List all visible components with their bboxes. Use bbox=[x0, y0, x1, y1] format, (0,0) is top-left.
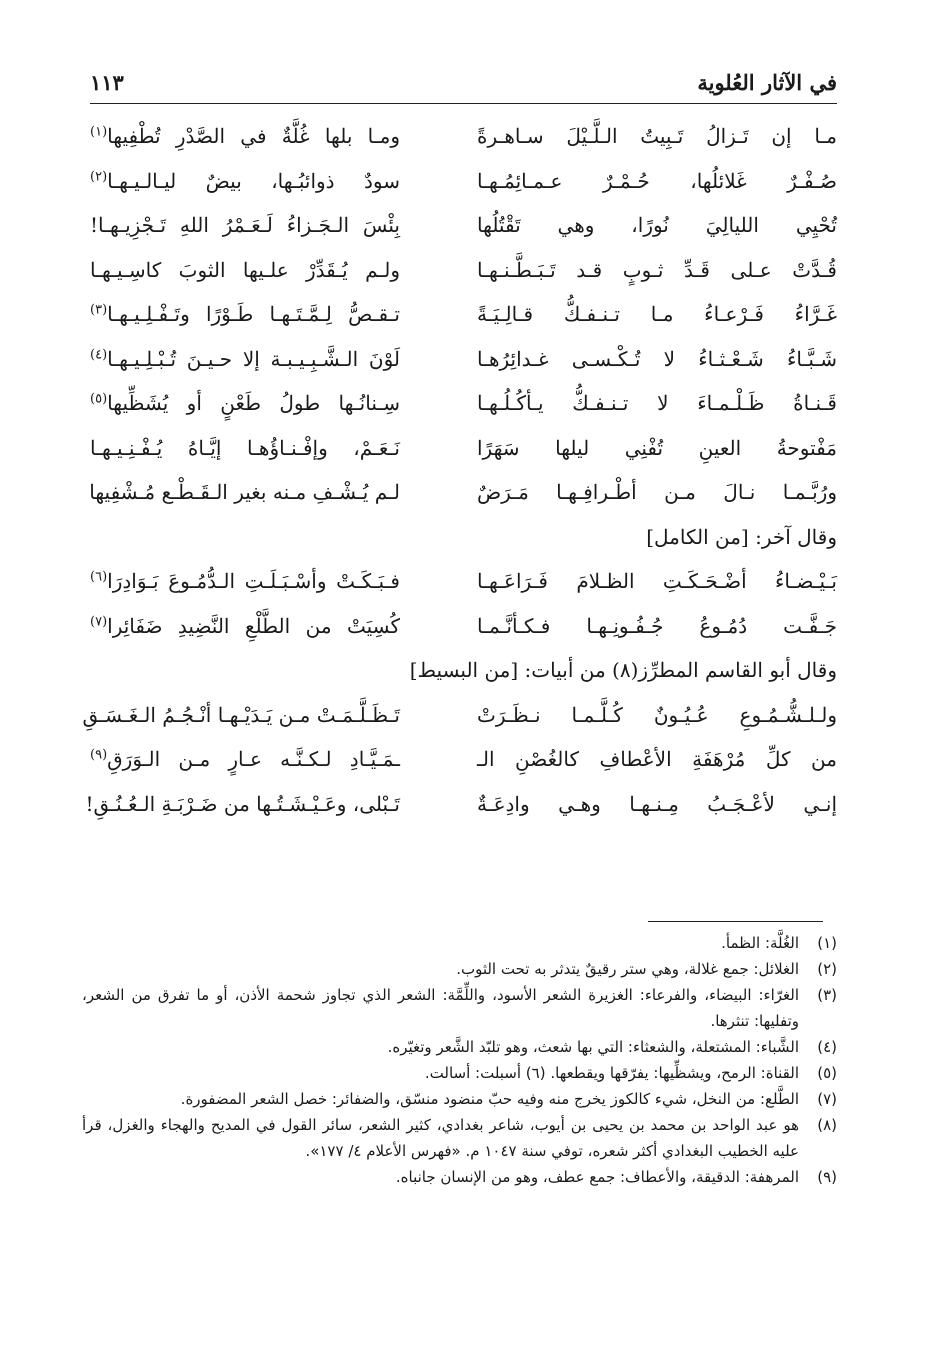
verse-line bbox=[90, 741, 837, 786]
second-hemistich-text: لَوْنَ الـشَّـبِـيـبـة إلا حـيـنَ تُـبْـلِـيـهـا bbox=[107, 346, 400, 371]
footnote-number: (٤) bbox=[817, 1038, 837, 1056]
verse-line bbox=[82, 697, 837, 742]
second-hemistich bbox=[90, 569, 400, 593]
first-hemistich: من كلِّ مُرْهَفَةِ الأعْطافِ كالغُصْنِ الـ bbox=[477, 747, 837, 771]
footnote-number: (٢) bbox=[817, 960, 837, 978]
second-hemistich bbox=[90, 347, 400, 371]
footnote-marker: (٢) bbox=[90, 168, 108, 184]
second-hemistich bbox=[90, 258, 400, 282]
introduction-text: وقال آخر: [من الكامل] bbox=[646, 524, 837, 549]
verse-line bbox=[90, 207, 837, 252]
footnote-marker: (٤) bbox=[90, 346, 108, 362]
footnote-text: المرهفة: الدقيقة، والأعطاف: جمع عطف، وهو من الإنسان جانباه. bbox=[395, 1168, 799, 1186]
second-hemistich bbox=[90, 480, 400, 504]
first-hemistich: تُحْيِي الليالِيَ نُورًا، وهي تَقْتُلُها bbox=[477, 213, 837, 237]
poem-body bbox=[82, 118, 837, 830]
footnote-text: الغُلَّة: الظمأ. bbox=[721, 934, 799, 952]
verse-line bbox=[90, 608, 837, 653]
second-hemistich-text: تـقـصُّ لِـمَّـتَـهـا طَـوْرًا وتَـفْـلِـيـهـا bbox=[107, 302, 400, 326]
second-hemistich-text: تَـظَـلَّـمَـتْ مـن يَـدَيْـهـا أنْـجُـمُ الـغَـسَـقِ bbox=[82, 702, 400, 727]
page-number: ١١٣ bbox=[90, 70, 124, 95]
footnote-number: (٥) bbox=[817, 1064, 837, 1082]
second-hemistich bbox=[82, 702, 400, 727]
footnote-marker: (٧) bbox=[90, 613, 108, 629]
first-hemistich: ولـلـشُّـمُـوعِ عُـيُـونٌ كُـلَّـمـا نـظَـرَتْ bbox=[477, 702, 837, 727]
first-hemistich: بَـيْـضـاءُ أضْـحَـكَـتِ الظـلامَ فَـرَاعَـهـا bbox=[477, 569, 837, 593]
footnote-text: القناة: الرمح، ويشظِّيها: يفرّقها ويقطعها. (٦) أسبلت: أسالت. bbox=[424, 1064, 799, 1082]
verse-line bbox=[90, 563, 837, 608]
verse-line bbox=[90, 252, 837, 297]
second-hemistich-text: سودٌ ذوائبُـها، بيضٌ ليـالـيـهـا bbox=[107, 168, 400, 193]
footnotes bbox=[82, 930, 837, 1190]
footnote-number: (١) bbox=[817, 934, 837, 952]
footnote-marker: (٣) bbox=[90, 302, 108, 318]
first-hemistich: إنـي لأعْـجَـبُ مِـنـهـا وهـي وادِعَـةٌ bbox=[477, 791, 837, 816]
footnote-marker: (٥) bbox=[90, 391, 108, 407]
second-hemistich bbox=[90, 391, 400, 415]
footnote-item bbox=[82, 1164, 837, 1190]
verse-line bbox=[90, 385, 837, 430]
footnote-text: الشَّباء: المشتعلة، والشعثاء: التي بها شعث، وهو تلبّد الشَّعر وتغيّره. bbox=[387, 1038, 799, 1056]
verse-line bbox=[90, 296, 837, 341]
second-hemistich bbox=[85, 791, 400, 816]
footnote-text: هو عبد الواحد بن محمد بن يحيى بن أيوب، شاعر بغدادي، كثير الشعر، سائر القول في المديح والهجاء والغزل، قرأ عليه الخطيب البغدادي أكثر شعره، توفي سنة ١٠٤٧ م. «فهرس الأعلام ٤/ ١٧٧». bbox=[82, 1116, 799, 1160]
running-title: في الآثار العُلوية bbox=[697, 70, 837, 95]
second-hemistich bbox=[90, 747, 400, 771]
second-hemistich bbox=[90, 213, 400, 237]
verse-line bbox=[90, 163, 837, 208]
footnote-number: (٨) bbox=[817, 1116, 837, 1134]
footnote-number: (٧) bbox=[817, 1090, 837, 1108]
first-hemistich: جَـفَّـت دُمُـوعُ جُـفُـونِـهـا فـكـأنَّـمـا bbox=[477, 613, 837, 638]
second-hemistich-text: تَـبْلى، وعَـيْـشَـتُـها من ضَـرْبَـةِ الـعُـنُـقِ! bbox=[85, 791, 400, 816]
first-hemistich: شَـبَّـاءُ شَـعْـثـاءُ لا تُـكْـسـى غـدائِرُهـا bbox=[477, 346, 837, 371]
second-hemistich bbox=[90, 436, 400, 460]
footnote-text: الغلائل: جمع غلالة، وهي ستر رقيقٌ يتدثر به تحت الثوب. bbox=[456, 960, 799, 978]
footnote-rule bbox=[648, 921, 823, 922]
footnote-number: (٩) bbox=[817, 1168, 837, 1186]
footnote-text: الطَّلع: من النخل، شيء كالكوز يخرج منه وفيه حبّ منضود منسّق، والضفائر: خصل الشعر المضفورة. bbox=[180, 1090, 799, 1108]
verse-line bbox=[90, 341, 837, 386]
header-rule bbox=[90, 103, 837, 104]
second-hemistich-text: بِئْسَ الـجَـزاءُ لَـعَـمْرُ اللهِ تَـجْزِيـهـا! bbox=[90, 213, 400, 237]
second-hemistich-text: ـمَـيَّـادِ لـكـنَّـه عـارٍ مـن الـوَرَقِ bbox=[107, 747, 400, 771]
verse-line bbox=[90, 430, 837, 475]
footnote-marker: (٦) bbox=[90, 569, 108, 585]
second-hemistich bbox=[90, 614, 400, 638]
second-hemistich-text: سِـنانُـها طولُ طَعْنٍ أو يُشَظِّيها bbox=[107, 391, 400, 415]
second-hemistich bbox=[90, 169, 400, 193]
first-hemistich: مَفْتوحةُ العينِ تُفْنِي ليلها سَهَرًا bbox=[477, 435, 837, 460]
first-hemistich: قَـنـاةُ ظَـلْـمـاءَ لا تـنـفـكُّ يـأكُـلُـهـا bbox=[477, 391, 837, 415]
introduction-text: وقال أبو القاسم المطرِّز(٨) من أبيات: [من البسيط] bbox=[409, 658, 837, 682]
footnote-item bbox=[82, 1034, 837, 1060]
second-hemistich-text: ولـم يُـقَدِّرْ علـيها الثوبَ كاسِـيـهـا bbox=[90, 257, 400, 282]
footnote-item bbox=[82, 1112, 837, 1164]
page-header bbox=[90, 62, 837, 102]
second-hemistich-text: لـم يُـشْـفِ مـنه بغير الـقَـطْـع مُـشْفِيها bbox=[89, 480, 400, 504]
second-hemistich-text: نَـعَـمْ، وإفْـنـاؤُهـا إيَّـاهُ يُـفْـنِـيـهـا bbox=[90, 435, 400, 460]
second-hemistich-text: ومـا بلها غُلَّةٌ في الصَّدْرِ تُطْفِيها bbox=[107, 124, 400, 148]
footnote-text: الغرّاء: البيضاء، والفرعاء: الغزيرة الشعر الأسود، واللِّمَّة: الشعر الذي تجاوز شحمة الأذن، أو ما تفرق من الشعر، وتفليها: تنثرها. bbox=[82, 986, 799, 1030]
footnote-marker: (١) bbox=[90, 124, 108, 140]
poem-introduction bbox=[90, 519, 837, 564]
second-hemistich-text: كُسِيَتْ من الطَّلْعِ النَّضِيدِ ضَفَائِرا bbox=[107, 613, 400, 638]
verse-line bbox=[85, 786, 837, 831]
footnote-item bbox=[82, 930, 837, 956]
poem-introduction bbox=[90, 652, 837, 697]
second-hemistich-text: فـبَـكَـتْ وأسْـبَـلَـتِ الـدُّمُـوعَ بَـوَادِرَا bbox=[107, 569, 400, 593]
first-hemistich: ورُبَّـمـا نـالَ مـن أطْـرافِـهـا مَـرَضٌ bbox=[477, 480, 837, 504]
verse-line bbox=[90, 474, 837, 519]
footnote-item bbox=[82, 982, 837, 1034]
second-hemistich bbox=[90, 302, 400, 326]
footnote-number: (٣) bbox=[817, 986, 837, 1004]
footnote-marker: (٩) bbox=[90, 747, 108, 763]
footnote-item bbox=[82, 1060, 837, 1086]
verse-line bbox=[90, 118, 837, 163]
first-hemistich: غَـرَّاءُ فَـرْعـاءُ مـا تـنـفـكُّ قـالِـيَـةً bbox=[477, 302, 837, 326]
second-hemistich bbox=[90, 124, 400, 148]
footnote-item bbox=[82, 1086, 837, 1112]
first-hemistich: قُـدَّتْ عـلى قَـدِّ ثـوبٍ قـد تَـبَـطَّـنـهـا bbox=[477, 257, 837, 282]
footnote-item bbox=[82, 956, 837, 982]
first-hemistich: مـا إن تَـزالُ تَـبِيتُ الـلَّـيْلَ سـاهـرةً bbox=[477, 124, 837, 148]
first-hemistich: صُـفْـرٌ غَلائلُها، حُـمْـرٌ عـمـائِمُـهـا bbox=[477, 168, 837, 193]
